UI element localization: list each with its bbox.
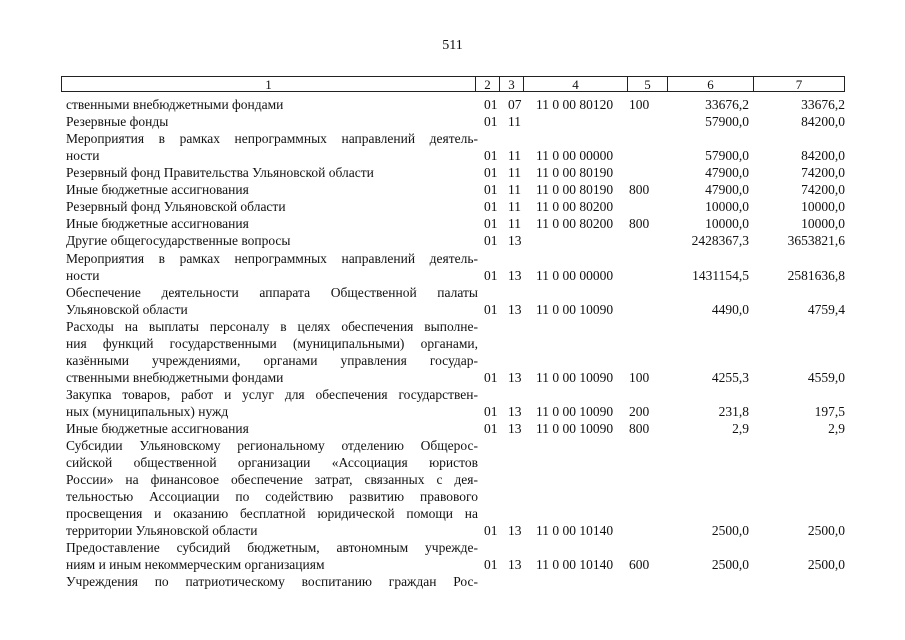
row-col-6: 10000,0 — [705, 216, 749, 232]
row-col-5: 800 — [629, 182, 650, 198]
row-col-7: 74200,0 — [801, 165, 845, 181]
table-row — [0, 215, 905, 232]
table-row — [0, 471, 905, 488]
row-description: Иные бюджетные ассигнования — [66, 216, 249, 232]
row-description: России» на финансовое обеспечение затрат, связанных с дея- — [66, 472, 478, 488]
row-description: Мероприятия в рамках непрограммных направлений деятель- — [66, 131, 478, 147]
table-row — [0, 198, 905, 215]
row-col-7: 84200,0 — [801, 148, 845, 164]
row-col-5: 100 — [629, 97, 650, 112]
table-row — [0, 181, 905, 198]
row-col-2: 01 — [484, 369, 498, 385]
row-col-3: 07 — [508, 97, 522, 112]
row-col-2: 01 — [484, 199, 498, 215]
row-description: просвещения и оказанию бесплатной юридической помощи на — [66, 506, 478, 522]
row-col-4: 11 0 00 10090 — [536, 301, 614, 317]
row-description: ности — [66, 267, 100, 283]
row-description: территории Ульяновской области — [66, 523, 258, 539]
table-row — [0, 335, 905, 352]
row-col-7: 84200,0 — [801, 114, 845, 129]
table-row — [0, 352, 905, 369]
row-col-6: 47900,0 — [705, 182, 749, 198]
table-row — [0, 403, 905, 420]
row-col-6: 2428367,3 — [691, 233, 749, 249]
row-description: ственными внебюджетными фондами — [66, 97, 284, 112]
row-col-7: 4759,4 — [807, 301, 845, 317]
table-row — [0, 267, 905, 284]
row-col-2: 01 — [484, 557, 498, 573]
row-description: Иные бюджетные ассигнования — [66, 182, 249, 198]
row-col-3: 13 — [508, 369, 522, 385]
row-col-4: 11 0 00 10140 — [536, 557, 614, 573]
row-col-3: 13 — [508, 523, 522, 539]
row-description: ственными внебюджетными фондами — [66, 369, 284, 385]
row-col-5: 100 — [629, 369, 650, 385]
table-row — [0, 454, 905, 471]
row-description: Расходы на выплаты персоналу в целях обеспечения выполне- — [66, 318, 478, 334]
row-col-6: 2,9 — [732, 420, 749, 436]
table-row — [0, 369, 905, 386]
row-description: Резервный фонд Ульяновской области — [66, 199, 286, 215]
table-row — [0, 420, 905, 437]
row-col-4: 11 0 00 10140 — [536, 523, 614, 539]
row-col-3: 13 — [508, 403, 522, 419]
row-col-4: 11 0 00 80120 — [536, 97, 614, 112]
row-col-4: 11 0 00 00000 — [536, 267, 614, 283]
row-description: ных (муниципальных) нужд — [66, 403, 229, 419]
row-description: казёнными учреждениями, органами управления государ- — [66, 352, 478, 368]
row-col-2: 01 — [484, 420, 498, 436]
row-col-7: 197,5 — [814, 403, 845, 419]
row-col-4: 11 0 00 80200 — [536, 216, 614, 232]
row-col-6: 10000,0 — [705, 199, 749, 215]
row-description: Учреждения по патриотическому воспитанию граждан Рос- — [66, 574, 478, 590]
row-col-6: 33676,2 — [705, 97, 749, 112]
row-col-6: 2500,0 — [711, 523, 749, 539]
table-row — [0, 573, 905, 590]
row-col-7: 10000,0 — [801, 199, 845, 215]
table-row — [0, 250, 905, 267]
row-col-4: 11 0 00 10090 — [536, 369, 614, 385]
row-col-6: 2500,0 — [711, 557, 749, 573]
row-col-3: 13 — [508, 233, 522, 249]
row-col-7: 2500,0 — [807, 523, 845, 539]
row-description: Другие общегосударственные вопросы — [66, 233, 291, 249]
row-col-5: 800 — [629, 420, 650, 436]
row-col-5: 800 — [629, 216, 650, 232]
row-col-6: 47900,0 — [705, 165, 749, 181]
row-col-3: 11 — [508, 182, 521, 198]
table-row — [0, 284, 905, 301]
row-description: Закупка товаров, работ и услуг для обеспечения государствен- — [66, 386, 478, 402]
row-col-7: 3653821,6 — [787, 233, 845, 249]
header-col-5: 5 — [627, 77, 667, 91]
table-row — [0, 147, 905, 164]
row-col-3: 11 — [508, 199, 521, 215]
table-row — [0, 318, 905, 335]
row-col-2: 01 — [484, 233, 498, 249]
row-description: Резервный фонд Правительства Ульяновской области — [66, 165, 374, 181]
row-col-6: 4255,3 — [711, 369, 749, 385]
table-row — [0, 556, 905, 573]
header-col-1: 1 — [265, 77, 272, 92]
row-col-2: 01 — [484, 148, 498, 164]
header-col-6: 6 — [667, 77, 753, 91]
row-description: Ульяновской области — [66, 301, 188, 317]
row-col-6: 57900,0 — [705, 114, 749, 129]
row-description: ности — [66, 148, 100, 164]
row-col-4: 11 0 00 80200 — [536, 199, 614, 215]
table-row — [0, 301, 905, 318]
row-col-7: 33676,2 — [801, 97, 845, 112]
row-col-2: 01 — [484, 114, 498, 129]
row-col-7: 74200,0 — [801, 182, 845, 198]
row-col-4: 11 0 00 80190 — [536, 182, 614, 198]
row-description: Мероприятия в рамках непрограммных направлений деятель- — [66, 250, 478, 266]
row-col-2: 01 — [484, 301, 498, 317]
table-row — [0, 488, 905, 505]
row-col-4: 11 0 00 10090 — [536, 403, 614, 419]
row-description: Обеспечение деятельности аппарата Общественной палаты — [66, 284, 478, 300]
page-number: 511 — [442, 38, 463, 53]
row-description: Предоставление субсидий бюджетным, автономным учрежде- — [66, 540, 478, 556]
row-col-3: 13 — [508, 301, 522, 317]
row-col-7: 2500,0 — [807, 557, 845, 573]
header-col-7: 7 — [753, 77, 844, 91]
row-description: тельностью Ассоциации по содействию развитию правового — [66, 489, 478, 505]
row-col-2: 01 — [484, 216, 498, 232]
row-col-2: 01 — [484, 403, 498, 419]
table-row — [0, 130, 905, 147]
row-description: ния функций государственными (муниципальными) органами, — [66, 335, 478, 351]
row-col-3: 11 — [508, 165, 521, 181]
row-description: Иные бюджетные ассигнования — [66, 420, 249, 436]
row-col-4: 11 0 00 10090 — [536, 420, 614, 436]
table-row — [0, 505, 905, 522]
row-col-4: 11 0 00 00000 — [536, 148, 614, 164]
row-col-7: 4559,0 — [807, 369, 845, 385]
row-col-4: 11 0 00 80190 — [536, 165, 614, 181]
row-col-6: 1431154,5 — [692, 267, 749, 283]
row-col-7: 2,9 — [828, 420, 845, 436]
row-col-2: 01 — [484, 182, 498, 198]
row-col-7: 2581636,8 — [787, 267, 845, 283]
row-description: Резервные фонды — [66, 114, 169, 129]
row-description: сийской общественной организации «Ассоциация юристов — [66, 455, 478, 471]
row-col-5: 200 — [629, 403, 650, 419]
row-col-2: 01 — [484, 97, 498, 112]
table-row — [0, 96, 905, 113]
header-col-3: 3 — [499, 77, 523, 91]
table-row — [0, 113, 905, 130]
row-col-2: 01 — [484, 523, 498, 539]
row-col-3: 11 — [508, 148, 521, 164]
row-col-2: 01 — [484, 267, 498, 283]
row-col-3: 13 — [508, 267, 522, 283]
row-col-3: 13 — [508, 557, 522, 573]
row-col-2: 01 — [484, 165, 498, 181]
row-description: ниям и иным некоммерческим организациям — [66, 557, 325, 573]
table-row — [0, 164, 905, 181]
table-row — [0, 522, 905, 539]
table-row — [0, 539, 905, 556]
row-description: Субсидии Ульяновскому региональному отделению Общерос- — [66, 438, 478, 453]
table-row — [0, 386, 905, 403]
table-row — [0, 437, 905, 454]
row-col-7: 10000,0 — [801, 216, 845, 232]
row-col-3: 13 — [508, 420, 522, 436]
header-col-4: 4 — [523, 77, 627, 91]
table-row — [0, 232, 905, 249]
row-col-6: 231,8 — [718, 403, 749, 419]
row-col-6: 57900,0 — [705, 148, 749, 164]
row-col-5: 600 — [629, 557, 650, 573]
row-col-3: 11 — [508, 216, 521, 232]
row-col-3: 11 — [508, 114, 521, 129]
header-col-2: 2 — [475, 77, 499, 91]
row-col-6: 4490,0 — [711, 301, 749, 317]
